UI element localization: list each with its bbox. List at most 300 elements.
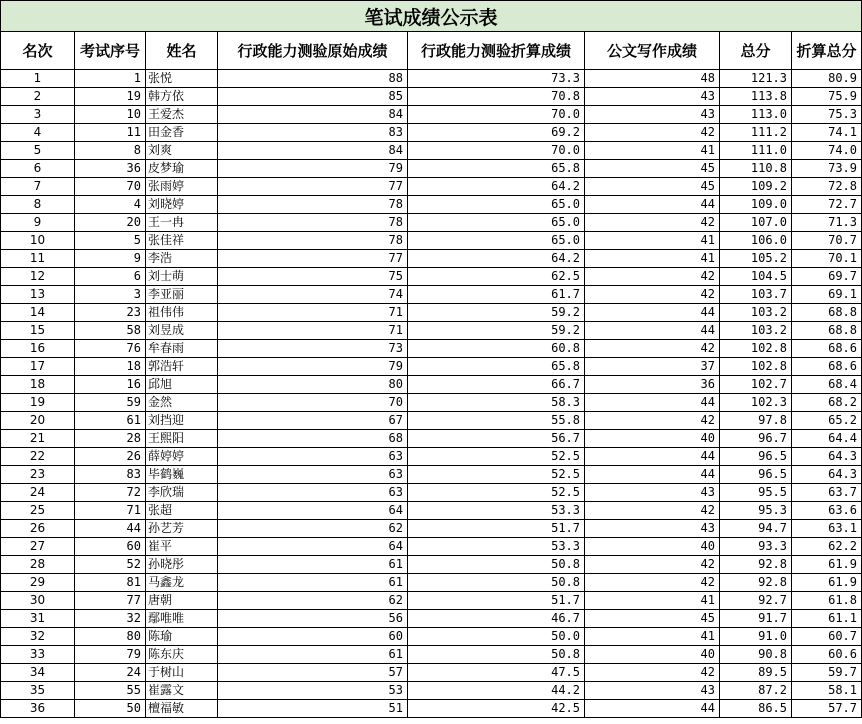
cell-writing: 40 [585,538,720,556]
cell-converted-total: 63.7 [792,484,862,502]
cell-converted-total: 60.6 [792,646,862,664]
cell-rank: 1 [1,70,75,88]
table-row [1,232,862,250]
cell-converted-total: 70.1 [792,250,862,268]
cell-converted-total: 61.9 [792,574,862,592]
cell-exam-no: 1 [75,70,146,88]
cell-rank: 16 [1,340,75,358]
cell-total: 91.0 [720,628,792,646]
cell-admin-raw: 80 [218,376,408,394]
cell-total: 111.0 [720,142,792,160]
cell-rank: 31 [1,610,75,628]
cell-converted-total: 68.4 [792,376,862,394]
cell-admin-converted: 61.7 [408,286,585,304]
cell-total: 90.8 [720,646,792,664]
cell-total: 95.5 [720,484,792,502]
cell-total: 95.3 [720,502,792,520]
cell-writing: 48 [585,70,720,88]
cell-writing: 42 [585,340,720,358]
cell-converted-total: 61.1 [792,610,862,628]
cell-writing: 42 [585,556,720,574]
header-admin-raw: 行政能力测验原始成绩 [218,32,408,70]
cell-writing: 42 [585,214,720,232]
cell-exam-no: 79 [75,646,146,664]
cell-converted-total: 60.7 [792,628,862,646]
cell-name: 李亚丽 [146,286,218,304]
cell-admin-converted: 66.7 [408,376,585,394]
cell-converted-total: 61.9 [792,556,862,574]
cell-admin-converted: 64.2 [408,250,585,268]
cell-exam-no: 83 [75,466,146,484]
table-row [1,502,862,520]
cell-name: 皮梦瑜 [146,160,218,178]
cell-name: 刘晓婷 [146,196,218,214]
cell-admin-converted: 58.3 [408,394,585,412]
cell-admin-converted: 65.8 [408,358,585,376]
cell-total: 93.3 [720,538,792,556]
cell-exam-no: 28 [75,430,146,448]
cell-admin-converted: 65.0 [408,196,585,214]
cell-exam-no: 36 [75,160,146,178]
cell-admin-converted: 53.3 [408,538,585,556]
cell-converted-total: 80.9 [792,70,862,88]
cell-admin-converted: 65.8 [408,160,585,178]
cell-rank: 14 [1,304,75,322]
cell-rank: 15 [1,322,75,340]
table-row [1,286,862,304]
cell-rank: 23 [1,466,75,484]
cell-rank: 35 [1,682,75,700]
cell-admin-converted: 47.5 [408,664,585,682]
table-row [1,664,862,682]
cell-admin-raw: 84 [218,142,408,160]
cell-total: 109.0 [720,196,792,214]
table-row [1,88,862,106]
cell-converted-total: 61.8 [792,592,862,610]
cell-total: 113.0 [720,106,792,124]
cell-admin-raw: 62 [218,592,408,610]
table-row [1,214,862,232]
cell-total: 96.7 [720,430,792,448]
header-row [1,32,862,70]
score-table [0,31,862,718]
cell-rank: 30 [1,592,75,610]
cell-admin-raw: 64 [218,502,408,520]
cell-admin-raw: 63 [218,466,408,484]
cell-exam-no: 26 [75,448,146,466]
cell-rank: 34 [1,664,75,682]
cell-rank: 12 [1,268,75,286]
cell-admin-converted: 59.2 [408,304,585,322]
cell-writing: 44 [585,448,720,466]
cell-writing: 44 [585,466,720,484]
cell-rank: 28 [1,556,75,574]
table-row [1,412,862,430]
cell-exam-no: 9 [75,250,146,268]
cell-admin-raw: 84 [218,106,408,124]
cell-exam-no: 52 [75,556,146,574]
cell-admin-converted: 51.7 [408,592,585,610]
cell-converted-total: 75.9 [792,88,862,106]
cell-rank: 11 [1,250,75,268]
cell-converted-total: 74.0 [792,142,862,160]
cell-converted-total: 62.2 [792,538,862,556]
cell-writing: 36 [585,376,720,394]
table-row [1,610,862,628]
header-rank: 名次 [1,32,75,70]
cell-total: 97.8 [720,412,792,430]
cell-exam-no: 60 [75,538,146,556]
cell-writing: 42 [585,574,720,592]
header-exam-no: 考试序号 [75,32,146,70]
cell-rank: 19 [1,394,75,412]
cell-exam-no: 5 [75,232,146,250]
cell-admin-converted: 73.3 [408,70,585,88]
cell-rank: 2 [1,88,75,106]
cell-admin-converted: 46.7 [408,610,585,628]
table-row [1,394,862,412]
cell-converted-total: 63.6 [792,502,862,520]
cell-total: 94.7 [720,520,792,538]
table-row [1,376,862,394]
cell-rank: 27 [1,538,75,556]
cell-name: 王爱杰 [146,106,218,124]
table-row [1,556,862,574]
cell-name: 马鑫龙 [146,574,218,592]
cell-total: 113.8 [720,88,792,106]
cell-name: 陈瑜 [146,628,218,646]
table-row [1,322,862,340]
cell-admin-converted: 60.8 [408,340,585,358]
cell-admin-raw: 83 [218,124,408,142]
cell-writing: 41 [585,142,720,160]
cell-admin-converted: 50.8 [408,574,585,592]
cell-converted-total: 59.7 [792,664,862,682]
cell-name: 毕鹤巍 [146,466,218,484]
cell-rank: 33 [1,646,75,664]
cell-writing: 42 [585,412,720,430]
table-row [1,430,862,448]
cell-writing: 40 [585,646,720,664]
cell-rank: 26 [1,520,75,538]
cell-name: 张超 [146,502,218,520]
cell-writing: 42 [585,664,720,682]
cell-name: 金然 [146,394,218,412]
cell-rank: 22 [1,448,75,466]
cell-converted-total: 69.7 [792,268,862,286]
cell-name: 邱旭 [146,376,218,394]
cell-exam-no: 77 [75,592,146,610]
cell-name: 李浩 [146,250,218,268]
table-row [1,304,862,322]
cell-rank: 20 [1,412,75,430]
cell-exam-no: 8 [75,142,146,160]
table-row [1,628,862,646]
table-row [1,520,862,538]
cell-rank: 24 [1,484,75,502]
cell-name: 张雨婷 [146,178,218,196]
cell-writing: 43 [585,88,720,106]
cell-admin-converted: 42.5 [408,700,585,718]
cell-converted-total: 73.9 [792,160,862,178]
cell-exam-no: 50 [75,700,146,718]
cell-name: 刘挡迎 [146,412,218,430]
cell-admin-raw: 79 [218,358,408,376]
table-row [1,646,862,664]
cell-admin-converted: 64.2 [408,178,585,196]
cell-total: 104.5 [720,268,792,286]
cell-converted-total: 68.6 [792,358,862,376]
cell-admin-raw: 71 [218,304,408,322]
cell-rank: 36 [1,700,75,718]
cell-exam-no: 44 [75,520,146,538]
table-row [1,592,862,610]
cell-admin-converted: 52.5 [408,448,585,466]
table-row [1,268,862,286]
cell-total: 102.3 [720,394,792,412]
cell-converted-total: 58.1 [792,682,862,700]
cell-name: 孙艺芳 [146,520,218,538]
cell-admin-raw: 62 [218,520,408,538]
cell-admin-converted: 59.2 [408,322,585,340]
cell-name: 陈东庆 [146,646,218,664]
cell-total: 89.5 [720,664,792,682]
cell-exam-no: 18 [75,358,146,376]
cell-rank: 4 [1,124,75,142]
cell-name: 于树山 [146,664,218,682]
table-row [1,106,862,124]
cell-writing: 42 [585,124,720,142]
cell-converted-total: 64.4 [792,430,862,448]
cell-exam-no: 24 [75,664,146,682]
cell-name: 郭浩轩 [146,358,218,376]
cell-admin-raw: 88 [218,70,408,88]
cell-name: 王一冉 [146,214,218,232]
cell-admin-raw: 63 [218,448,408,466]
cell-admin-raw: 61 [218,556,408,574]
cell-writing: 45 [585,160,720,178]
cell-converted-total: 72.7 [792,196,862,214]
cell-writing: 42 [585,502,720,520]
cell-admin-raw: 61 [218,646,408,664]
header-converted-total: 折算总分 [792,32,862,70]
cell-total: 106.0 [720,232,792,250]
cell-admin-converted: 52.5 [408,466,585,484]
cell-admin-converted: 51.7 [408,520,585,538]
cell-admin-raw: 70 [218,394,408,412]
cell-admin-raw: 61 [218,574,408,592]
cell-converted-total: 68.8 [792,322,862,340]
cell-rank: 17 [1,358,75,376]
cell-exam-no: 76 [75,340,146,358]
cell-name: 牟春雨 [146,340,218,358]
cell-name: 孙晓彤 [146,556,218,574]
cell-admin-raw: 57 [218,664,408,682]
cell-exam-no: 58 [75,322,146,340]
cell-writing: 43 [585,106,720,124]
cell-name: 檀福敏 [146,700,218,718]
cell-admin-raw: 78 [218,214,408,232]
cell-writing: 43 [585,484,720,502]
cell-converted-total: 69.1 [792,286,862,304]
table-row [1,178,862,196]
cell-admin-converted: 70.8 [408,88,585,106]
cell-admin-raw: 78 [218,196,408,214]
cell-total: 107.0 [720,214,792,232]
cell-admin-raw: 64 [218,538,408,556]
cell-admin-raw: 51 [218,700,408,718]
header-name: 姓名 [146,32,218,70]
cell-writing: 41 [585,628,720,646]
cell-total: 110.8 [720,160,792,178]
cell-converted-total: 64.3 [792,466,862,484]
cell-rank: 18 [1,376,75,394]
cell-admin-converted: 56.7 [408,430,585,448]
cell-converted-total: 63.1 [792,520,862,538]
table-row [1,700,862,718]
cell-total: 102.8 [720,340,792,358]
cell-converted-total: 71.3 [792,214,862,232]
cell-name: 鄢唯唯 [146,610,218,628]
cell-admin-converted: 44.2 [408,682,585,700]
cell-rank: 6 [1,160,75,178]
cell-exam-no: 59 [75,394,146,412]
cell-admin-raw: 71 [218,322,408,340]
table-row [1,70,862,88]
cell-writing: 40 [585,430,720,448]
table-row [1,340,862,358]
cell-admin-raw: 75 [218,268,408,286]
cell-converted-total: 68.6 [792,340,862,358]
cell-exam-no: 3 [75,286,146,304]
cell-exam-no: 4 [75,196,146,214]
cell-total: 103.2 [720,322,792,340]
cell-exam-no: 55 [75,682,146,700]
cell-name: 田金香 [146,124,218,142]
header-admin-converted: 行政能力测验折算成绩 [408,32,585,70]
cell-total: 96.5 [720,466,792,484]
cell-admin-raw: 60 [218,628,408,646]
table-row [1,448,862,466]
cell-rank: 32 [1,628,75,646]
cell-converted-total: 57.7 [792,700,862,718]
cell-name: 刘士萌 [146,268,218,286]
cell-total: 92.7 [720,592,792,610]
cell-exam-no: 72 [75,484,146,502]
cell-total: 102.8 [720,358,792,376]
cell-converted-total: 70.7 [792,232,862,250]
cell-converted-total: 74.1 [792,124,862,142]
cell-exam-no: 16 [75,376,146,394]
cell-writing: 44 [585,322,720,340]
table-row [1,358,862,376]
sheet-title: 笔试成绩公示表 [0,0,862,31]
cell-total: 102.7 [720,376,792,394]
header-writing: 公文写作成绩 [585,32,720,70]
cell-rank: 5 [1,142,75,160]
cell-rank: 3 [1,106,75,124]
cell-writing: 44 [585,394,720,412]
cell-admin-converted: 65.0 [408,232,585,250]
cell-rank: 9 [1,214,75,232]
table-row [1,142,862,160]
cell-writing: 42 [585,268,720,286]
cell-admin-raw: 56 [218,610,408,628]
cell-admin-raw: 68 [218,430,408,448]
cell-admin-converted: 69.2 [408,124,585,142]
cell-writing: 44 [585,700,720,718]
cell-admin-raw: 78 [218,232,408,250]
cell-exam-no: 61 [75,412,146,430]
cell-total: 103.2 [720,304,792,322]
cell-admin-converted: 50.8 [408,646,585,664]
cell-writing: 41 [585,250,720,268]
cell-name: 崔露文 [146,682,218,700]
cell-admin-converted: 65.0 [408,214,585,232]
cell-writing: 44 [585,304,720,322]
cell-rank: 8 [1,196,75,214]
cell-admin-converted: 52.5 [408,484,585,502]
cell-name: 薛婷婷 [146,448,218,466]
cell-admin-converted: 70.0 [408,142,585,160]
cell-total: 103.7 [720,286,792,304]
cell-admin-converted: 50.0 [408,628,585,646]
cell-admin-converted: 50.8 [408,556,585,574]
cell-name: 唐朝 [146,592,218,610]
cell-total: 86.5 [720,700,792,718]
cell-writing: 42 [585,286,720,304]
cell-writing: 37 [585,358,720,376]
cell-admin-raw: 85 [218,88,408,106]
cell-admin-converted: 55.8 [408,412,585,430]
cell-admin-raw: 63 [218,484,408,502]
cell-exam-no: 32 [75,610,146,628]
cell-exam-no: 6 [75,268,146,286]
cell-name: 张佳祥 [146,232,218,250]
cell-writing: 41 [585,232,720,250]
cell-total: 96.5 [720,448,792,466]
cell-rank: 21 [1,430,75,448]
cell-admin-raw: 67 [218,412,408,430]
cell-admin-converted: 62.5 [408,268,585,286]
cell-exam-no: 10 [75,106,146,124]
cell-rank: 7 [1,178,75,196]
cell-name: 祖伟伟 [146,304,218,322]
cell-converted-total: 75.3 [792,106,862,124]
cell-converted-total: 68.2 [792,394,862,412]
table-row [1,574,862,592]
cell-admin-raw: 79 [218,160,408,178]
cell-total: 92.8 [720,556,792,574]
cell-exam-no: 19 [75,88,146,106]
cell-rank: 29 [1,574,75,592]
cell-total: 91.7 [720,610,792,628]
cell-writing: 45 [585,610,720,628]
cell-name: 张悦 [146,70,218,88]
table-row [1,466,862,484]
cell-total: 92.8 [720,574,792,592]
cell-total: 87.2 [720,682,792,700]
cell-exam-no: 81 [75,574,146,592]
cell-exam-no: 70 [75,178,146,196]
cell-rank: 10 [1,232,75,250]
cell-converted-total: 72.8 [792,178,862,196]
cell-admin-converted: 70.0 [408,106,585,124]
cell-writing: 41 [585,592,720,610]
cell-writing: 43 [585,682,720,700]
cell-admin-converted: 53.3 [408,502,585,520]
cell-exam-no: 20 [75,214,146,232]
